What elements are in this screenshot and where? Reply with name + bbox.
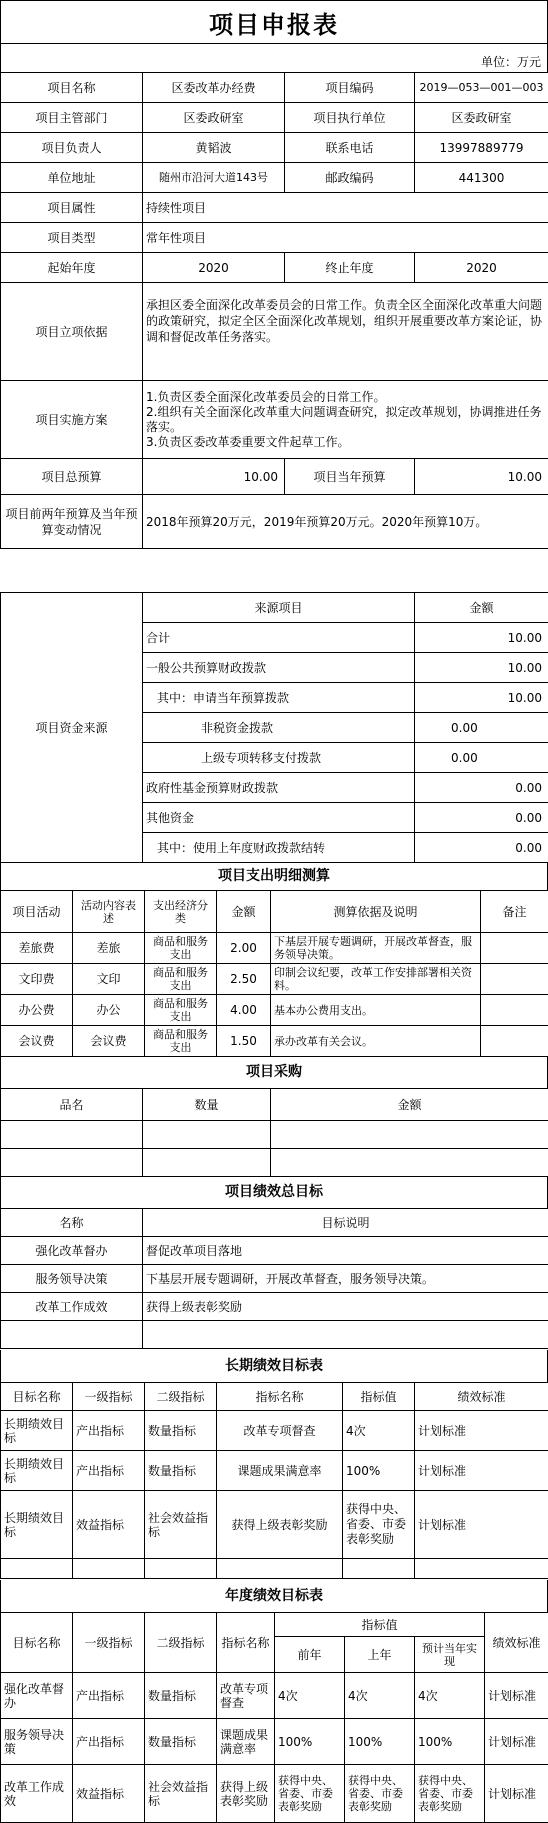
longterm-header: 指标名称 bbox=[217, 1383, 343, 1411]
expense-class: 商品和服务支出 bbox=[145, 1026, 217, 1057]
expense-basis: 基本办公费用支出。 bbox=[271, 995, 481, 1026]
overall-header: 名称 bbox=[1, 1209, 143, 1237]
annual-level1: 产出指标 bbox=[73, 1673, 145, 1719]
expense-table bbox=[0, 890, 548, 1057]
annual-level2: 社会效益指标 bbox=[145, 1765, 217, 1823]
purchase-cell bbox=[271, 1121, 548, 1149]
longterm-level1: 效益指标 bbox=[73, 1491, 145, 1559]
expense-amount: 2.50 bbox=[217, 964, 271, 995]
expense-header: 项目活动 bbox=[1, 891, 73, 933]
expense-basis: 承办改革有关会议。 bbox=[271, 1026, 481, 1057]
annual-header: 目标名称 bbox=[1, 1613, 73, 1673]
longterm-level2: 数量指标 bbox=[145, 1451, 217, 1491]
funding-row-amount: 0.00 bbox=[415, 833, 548, 863]
overall-goal-desc: 下基层开展专题调研，开展改革督查，服务领导决策。 bbox=[143, 1265, 548, 1293]
expense-activity: 差旅费 bbox=[1, 933, 73, 964]
longterm-empty-cell bbox=[343, 1559, 415, 1579]
purchase-header: 金额 bbox=[271, 1089, 548, 1121]
funding-row-amount: 0.00 bbox=[415, 803, 548, 833]
expense-content: 会议费 bbox=[73, 1026, 145, 1057]
expense-header: 活动内容表述 bbox=[73, 891, 145, 933]
type-value: 常年性项目 bbox=[143, 223, 548, 253]
expense-basis: 印制会议纪要，改革工作安排部署相关资料。 bbox=[271, 964, 481, 995]
funding-row-amount: 0.00 bbox=[415, 743, 548, 773]
funding-row-amount: 0.00 bbox=[415, 773, 548, 803]
annual-prev1: 100% bbox=[345, 1719, 415, 1765]
expense-note bbox=[481, 964, 548, 995]
longterm-header: 绩效标准 bbox=[415, 1383, 548, 1411]
annual-header: 二级指标 bbox=[145, 1613, 217, 1673]
project-code-value: 2019—053—001—003 bbox=[415, 73, 548, 103]
annual-indicator: 获得上级表彰奖励 bbox=[217, 1765, 275, 1823]
funding-row-name: 非税资金拨款 bbox=[143, 713, 415, 743]
overall-goal-name: 服务领导决策 bbox=[1, 1265, 143, 1293]
overall-goal-desc: 督促改革项目落地 bbox=[143, 1237, 548, 1265]
expense-header: 支出经济分类 bbox=[145, 891, 217, 933]
funding-row-amount: 10.00 bbox=[415, 623, 548, 653]
total-budget-value: 10.00 bbox=[143, 459, 285, 495]
annual-indicator: 改革专项督查 bbox=[217, 1673, 275, 1719]
unit-label: 单位：万元 bbox=[0, 44, 548, 72]
start-year-value: 2020 bbox=[143, 253, 285, 283]
annual-indicator: 课题成果满意率 bbox=[217, 1719, 275, 1765]
budget-change-value: 2018年预算20万元，2019年预算20万元。2020年预算10万。 bbox=[143, 495, 548, 549]
longterm-goal-name: 长期绩效目标 bbox=[1, 1491, 73, 1559]
longterm-header: 二级指标 bbox=[145, 1383, 217, 1411]
funding-table bbox=[0, 592, 548, 863]
expense-header: 金额 bbox=[217, 891, 271, 933]
expense-class: 商品和服务支出 bbox=[145, 964, 217, 995]
project-name-label: 项目名称 bbox=[1, 73, 143, 103]
annual-section-title: 年度绩效目标表 bbox=[0, 1580, 548, 1612]
longterm-goals-table bbox=[0, 1382, 548, 1579]
longterm-empty-cell bbox=[217, 1559, 343, 1579]
leader-label: 项目负责人 bbox=[1, 133, 143, 163]
longterm-level1: 产出指标 bbox=[73, 1411, 145, 1451]
funding-row-name: 一般公共预算财政拨款 bbox=[143, 653, 415, 683]
project-name-value: 区委改革办经费 bbox=[143, 73, 285, 103]
basis-label: 项目立项依据 bbox=[1, 283, 143, 381]
annual-goal-name: 改革工作成效 bbox=[1, 1765, 73, 1823]
funding-row-amount: 0.00 bbox=[415, 713, 548, 743]
dept-value: 区委政研室 bbox=[143, 103, 285, 133]
overall-goal-desc: 获得上级表彰奖励 bbox=[143, 1293, 548, 1321]
purchase-section-title: 项目采购 bbox=[0, 1056, 548, 1088]
year-budget-value: 10.00 bbox=[415, 459, 548, 495]
exec-unit-label: 项目执行单位 bbox=[285, 103, 415, 133]
budget-change-label: 项目前两年预算及当年预算变动情况 bbox=[1, 495, 143, 549]
purchase-cell bbox=[1, 1121, 143, 1149]
longterm-indicator: 获得上级表彰奖励 bbox=[217, 1491, 343, 1559]
annual-header: 一级指标 bbox=[73, 1613, 145, 1673]
expense-activity: 文印费 bbox=[1, 964, 73, 995]
annual-current: 获得中央、省委、市委表彰奖励 bbox=[415, 1765, 485, 1823]
longterm-value: 4次 bbox=[343, 1411, 415, 1451]
purchase-cell bbox=[143, 1149, 271, 1177]
purchase-header: 数量 bbox=[143, 1089, 271, 1121]
postcode-label: 邮政编码 bbox=[285, 163, 415, 193]
end-year-label: 终止年度 bbox=[285, 253, 415, 283]
plan-label: 项目实施方案 bbox=[1, 381, 143, 459]
annual-goals-table bbox=[0, 1612, 548, 1823]
longterm-header: 指标值 bbox=[343, 1383, 415, 1411]
overall-header: 目标说明 bbox=[143, 1209, 548, 1237]
overall-empty-cell bbox=[1, 1321, 143, 1349]
expense-note bbox=[481, 933, 548, 964]
annual-subheader: 上年 bbox=[345, 1637, 415, 1673]
annual-subheader: 预计当年实现 bbox=[415, 1637, 485, 1673]
longterm-empty-cell bbox=[73, 1559, 145, 1579]
annual-prev2: 获得中央、省委、市委表彰奖励 bbox=[275, 1765, 345, 1823]
longterm-header: 一级指标 bbox=[73, 1383, 145, 1411]
expense-header: 测算依据及说明 bbox=[271, 891, 481, 933]
overall-goals-table bbox=[0, 1208, 548, 1349]
longterm-value: 获得中央、省委、市委表彰奖励 bbox=[343, 1491, 415, 1559]
annual-subheader: 前年 bbox=[275, 1637, 345, 1673]
funding-label: 项目资金来源 bbox=[1, 593, 143, 863]
expense-note bbox=[481, 995, 548, 1026]
funding-row-name: 合计 bbox=[143, 623, 415, 653]
longterm-level2: 数量指标 bbox=[145, 1411, 217, 1451]
annual-standard: 计划标准 bbox=[485, 1673, 548, 1719]
longterm-empty-cell bbox=[145, 1559, 217, 1579]
expense-amount: 1.50 bbox=[217, 1026, 271, 1057]
annual-standard: 计划标准 bbox=[485, 1719, 548, 1765]
funding-source-header: 来源项目 bbox=[143, 593, 415, 623]
overall-goal-name: 强化改革督办 bbox=[1, 1237, 143, 1265]
type-label: 项目类型 bbox=[1, 223, 143, 253]
expense-activity: 会议费 bbox=[1, 1026, 73, 1057]
expense-header: 备注 bbox=[481, 891, 548, 933]
longterm-header: 目标名称 bbox=[1, 1383, 73, 1411]
overall-goal-name: 改革工作成效 bbox=[1, 1293, 143, 1321]
overall-section-title: 项目绩效总目标 bbox=[0, 1176, 548, 1208]
funding-amount-header: 金额 bbox=[415, 593, 548, 623]
longterm-goal-name: 长期绩效目标 bbox=[1, 1451, 73, 1491]
purchase-cell bbox=[1, 1149, 143, 1177]
purchase-cell bbox=[143, 1121, 271, 1149]
basic-info-table bbox=[0, 72, 548, 549]
funding-row-name: 其他资金 bbox=[143, 803, 415, 833]
annual-level1: 效益指标 bbox=[73, 1765, 145, 1823]
plan-line: 2.组织有关全面深化改革重大问题调查研究，拟定改革规划，协调推进任务落实。 bbox=[146, 405, 545, 435]
expense-class: 商品和服务支出 bbox=[145, 995, 217, 1026]
funding-row-amount: 10.00 bbox=[415, 653, 548, 683]
plan-value bbox=[143, 381, 548, 459]
annual-prev2: 100% bbox=[275, 1719, 345, 1765]
annual-level1: 产出指标 bbox=[73, 1719, 145, 1765]
annual-goal-name: 服务领导决策 bbox=[1, 1719, 73, 1765]
annual-prev1: 获得中央、省委、市委表彰奖励 bbox=[345, 1765, 415, 1823]
overall-empty-cell bbox=[143, 1321, 548, 1349]
longterm-empty-cell bbox=[1, 1559, 73, 1579]
exec-unit-value: 区委政研室 bbox=[415, 103, 548, 133]
expense-section-title: 项目支出明细测算 bbox=[0, 862, 548, 890]
basis-value: 承担区委全面深化改革委员会的日常工作。负责全区全面深化改革重大问题的政策研究，拟定全区全面深化改革规划，组织开展重要改革方案论证，协调和督促改革任务落实。 bbox=[143, 283, 548, 381]
plan-line: 3.负责区委改革委重要文件起草工作。 bbox=[146, 435, 545, 450]
expense-content: 办公 bbox=[73, 995, 145, 1026]
annual-goal-name: 强化改革督办 bbox=[1, 1673, 73, 1719]
annual-header: 绩效标准 bbox=[485, 1613, 548, 1673]
leader-value: 黄韬波 bbox=[143, 133, 285, 163]
annual-level2: 数量指标 bbox=[145, 1719, 217, 1765]
purchase-header: 品名 bbox=[1, 1089, 143, 1121]
annual-header: 指标值 bbox=[275, 1613, 485, 1637]
annual-header: 指标名称 bbox=[217, 1613, 275, 1673]
annual-prev1: 4次 bbox=[345, 1673, 415, 1719]
expense-amount: 2.00 bbox=[217, 933, 271, 964]
longterm-indicator: 课题成果满意率 bbox=[217, 1451, 343, 1491]
funding-row-name: 政府性基金预算财政拨款 bbox=[143, 773, 415, 803]
longterm-standard: 计划标准 bbox=[415, 1451, 548, 1491]
longterm-section-title: 长期绩效目标表 bbox=[0, 1350, 548, 1382]
phone-value: 13997889779 bbox=[415, 133, 548, 163]
longterm-standard: 计划标准 bbox=[415, 1411, 548, 1451]
project-code-label: 项目编码 bbox=[285, 73, 415, 103]
expense-amount: 4.00 bbox=[217, 995, 271, 1026]
expense-basis: 下基层开展专题调研，开展改革督查，服务领导决策。 bbox=[271, 933, 481, 964]
expense-class: 商品和服务支出 bbox=[145, 933, 217, 964]
funding-row-name: 其中：使用上年度财政拨款结转 bbox=[143, 833, 415, 863]
phone-label: 联系电话 bbox=[285, 133, 415, 163]
dept-label: 项目主管部门 bbox=[1, 103, 143, 133]
form-title: 项目申报表 bbox=[0, 0, 548, 44]
attr-value: 持续性项目 bbox=[143, 193, 548, 223]
longterm-level1: 产出指标 bbox=[73, 1451, 145, 1491]
longterm-value: 100% bbox=[343, 1451, 415, 1491]
longterm-standard: 计划标准 bbox=[415, 1491, 548, 1559]
expense-content: 差旅 bbox=[73, 933, 145, 964]
annual-current: 100% bbox=[415, 1719, 485, 1765]
address-label: 单位地址 bbox=[1, 163, 143, 193]
expense-note bbox=[481, 1026, 548, 1057]
longterm-empty-cell bbox=[415, 1559, 548, 1579]
total-budget-label: 项目总预算 bbox=[1, 459, 143, 495]
expense-activity: 办公费 bbox=[1, 995, 73, 1026]
annual-level2: 数量指标 bbox=[145, 1673, 217, 1719]
longterm-indicator: 改革专项督查 bbox=[217, 1411, 343, 1451]
annual-prev2: 4次 bbox=[275, 1673, 345, 1719]
funding-row-amount: 10.00 bbox=[415, 683, 548, 713]
address-value: 随州市沿河大道143号 bbox=[143, 163, 285, 193]
end-year-value: 2020 bbox=[415, 253, 548, 283]
funding-row-name: 其中：申请当年预算拨款 bbox=[143, 683, 415, 713]
start-year-label: 起始年度 bbox=[1, 253, 143, 283]
funding-row-name: 上级专项转移支付拨款 bbox=[143, 743, 415, 773]
purchase-cell bbox=[271, 1149, 548, 1177]
purchase-table bbox=[0, 1088, 548, 1177]
longterm-goal-name: 长期绩效目标 bbox=[1, 1411, 73, 1451]
expense-content: 文印 bbox=[73, 964, 145, 995]
annual-current: 4次 bbox=[415, 1673, 485, 1719]
year-budget-label: 项目当年预算 bbox=[285, 459, 415, 495]
plan-line: 1.负责区委全面深化改革委员会的日常工作。 bbox=[146, 390, 545, 405]
postcode-value: 441300 bbox=[415, 163, 548, 193]
annual-standard: 计划标准 bbox=[485, 1765, 548, 1823]
attr-label: 项目属性 bbox=[1, 193, 143, 223]
longterm-level2: 社会效益指标 bbox=[145, 1491, 217, 1559]
